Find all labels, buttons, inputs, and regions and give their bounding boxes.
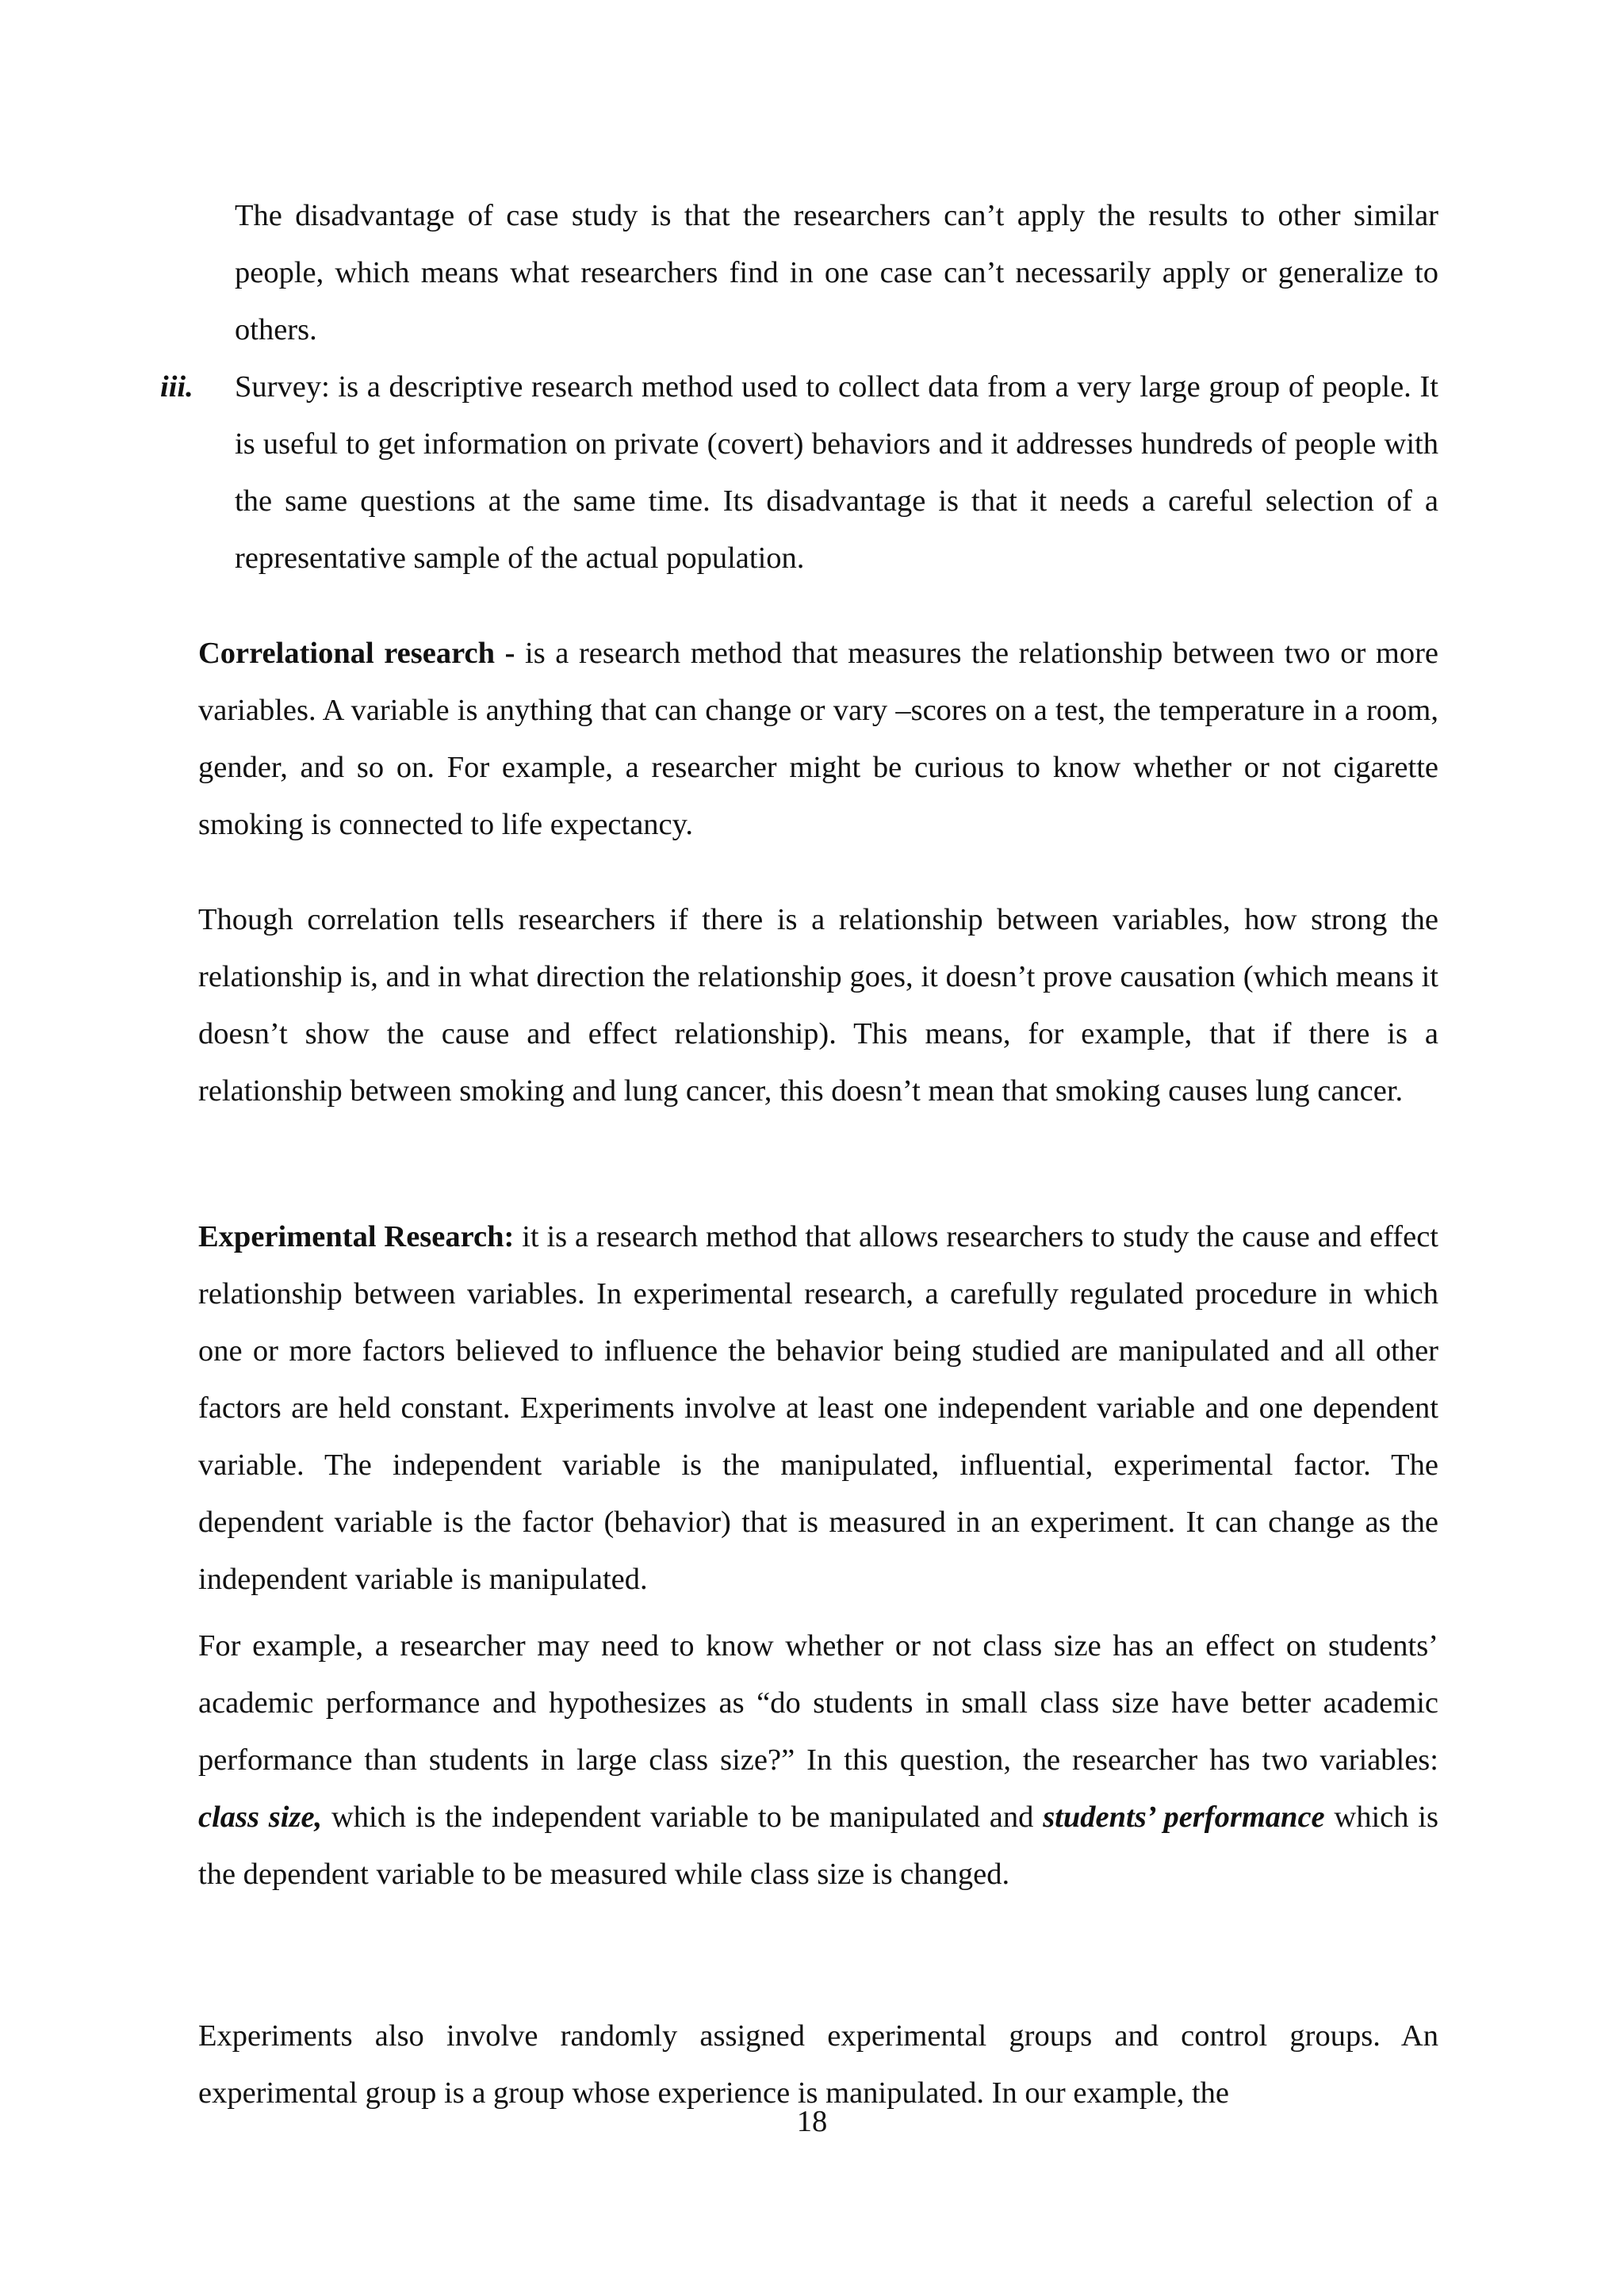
students-performance-term: students’ performance bbox=[1043, 1800, 1325, 1834]
list-marker-iii: iii. bbox=[160, 370, 193, 404]
case-study-disadvantage-paragraph: The disadvantage of case study is that the researchers can’t apply the results to other similar people, which means what researchers find in one case can’t necessarily apply or generalize to others. bbox=[235, 199, 1438, 346]
correlational-research-text: is a research method that measures the relationship between two or more variables. A variable is anything that can change or vary –scores on a test, the temperature in a room, gender, and so on. For example, a researcher might be curious to know whether or not cigarette smoking is connected to life expectancy. bbox=[198, 637, 1438, 841]
survey-paragraph: Survey: is a descriptive research method used to collect data from a very large group of people. It is useful to get information on private (covert) behaviors and it addresses hundreds of people with the same questions at the same time. Its disadvantage is that it needs a careful selection of a representative sample of the actual population. bbox=[235, 370, 1438, 575]
correlation-causation-paragraph: Though correlation tells researchers if there is a relationship between variables, how strong the relationship is, and in what direction the relationship goes, it doesn’t prove causation (which means it doesn’t show the cause and effect relationship). This means, for example, that if there is a relationship between smoking and lung cancer, this doesn’t mean that smoking causes lung cancer. bbox=[198, 903, 1438, 1108]
page-number: 18 bbox=[796, 2105, 828, 2138]
example-text-part1: For example, a researcher may need to know whether or not class size has an effect on students’ academic performance and hypothesizes as “do students in small class size have better academic performance than students in large class size?” In this question, the researcher has two variables: bbox=[198, 1629, 1438, 1777]
experimental-research-paragraph bbox=[198, 1208, 1438, 1608]
example-text-part3: which is the dependent variable to be measured while class size is changed. bbox=[198, 1800, 1438, 1891]
correlational-research-paragraph bbox=[198, 625, 1438, 853]
example-text-part2: which is the independent variable to be manipulated and bbox=[322, 1800, 1044, 1834]
class-size-example-paragraph bbox=[198, 1617, 1438, 1903]
correlational-research-term: Correlational research - bbox=[198, 637, 515, 670]
class-size-term: class size, bbox=[198, 1800, 323, 1834]
experimental-groups-paragraph: Experiments also involve randomly assigned experimental groups and control groups. An experimental group is a group whose experience is manipulated. In our example, the bbox=[198, 2019, 1438, 2110]
experimental-research-term: Experimental Research: bbox=[198, 1220, 515, 1253]
experimental-research-text: it is a research method that allows researchers to study the cause and effect relationship between variables. In experimental research, a carefully regulated procedure in which one or more factors believed to influence the behavior being studied are manipulated and all other factors are held constant. Experiments involve at least one independent variable and one dependent variable. The independent variable is the manipulated, influential, experimental factor. The dependent variable is the factor (behavior) that is measured in an experiment. It can change as the independent variable is manipulated. bbox=[198, 1220, 1438, 1596]
